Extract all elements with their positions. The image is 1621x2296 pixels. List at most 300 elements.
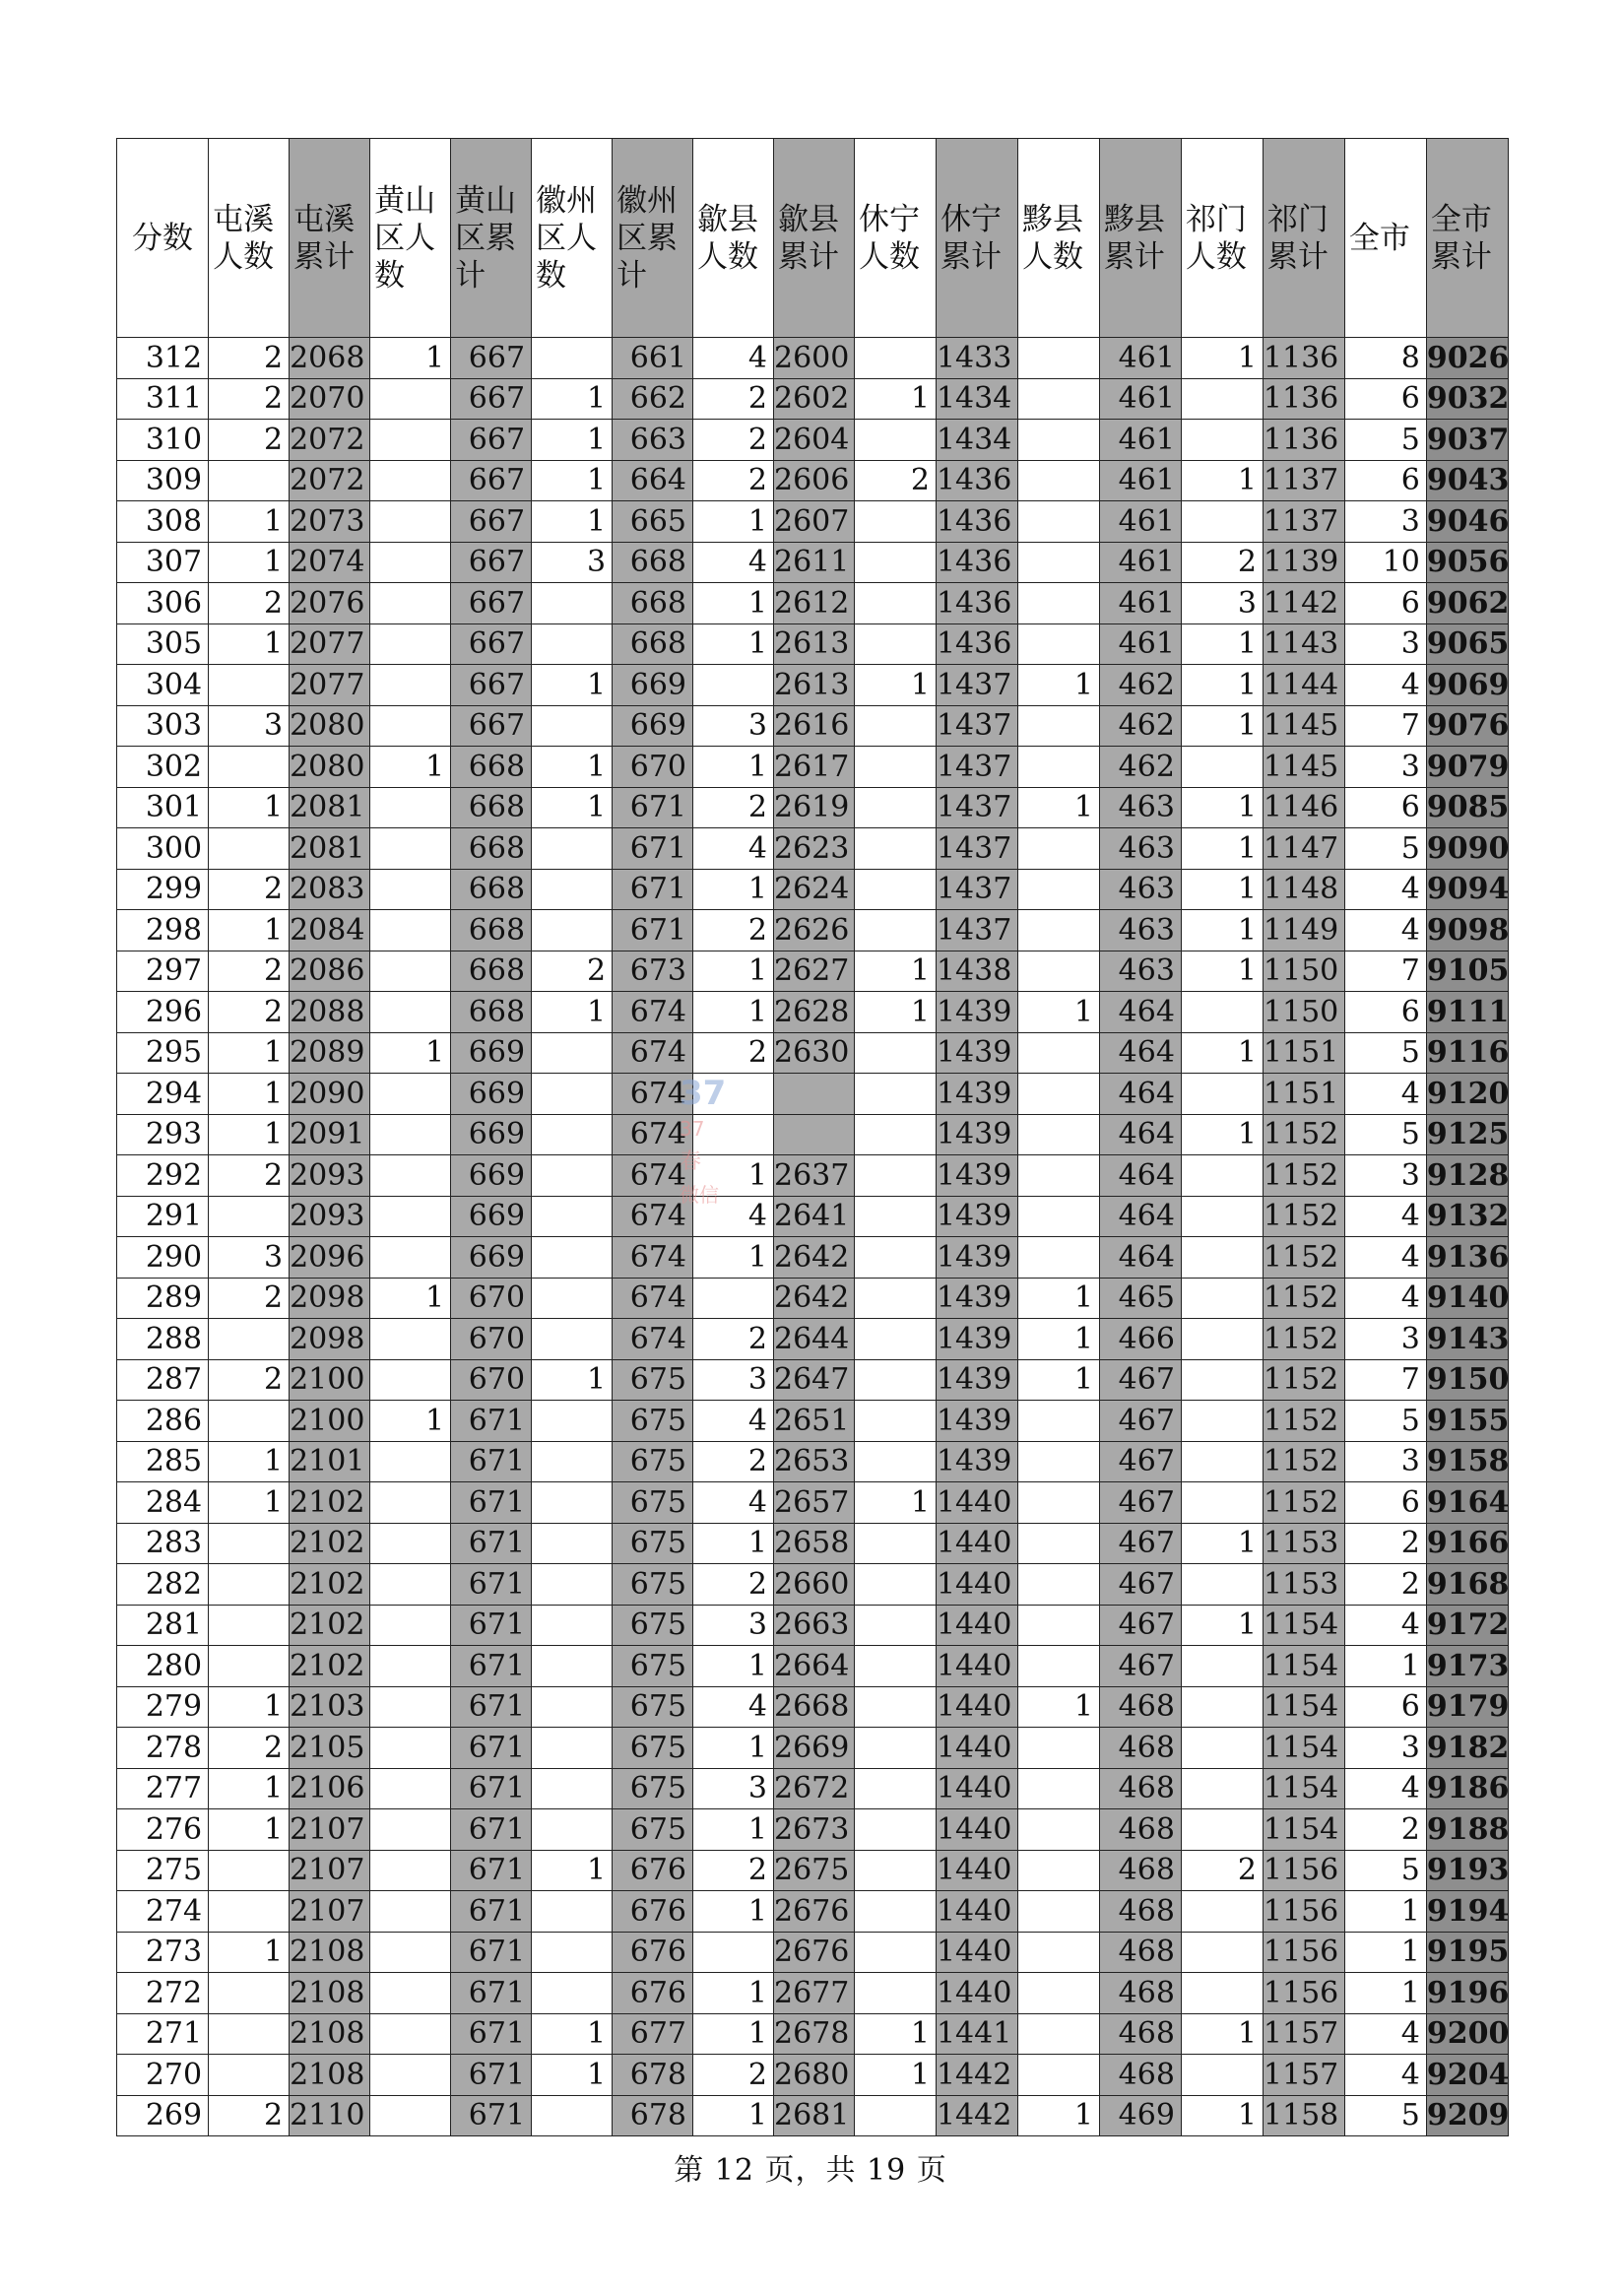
table-cell: 668 — [451, 747, 532, 788]
table-cell: 2612 — [774, 583, 855, 624]
table-cell: 1154 — [1263, 1646, 1344, 1687]
table-row — [117, 910, 1509, 951]
table-cell: 284 — [117, 1482, 209, 1524]
table-cell — [854, 1932, 936, 1973]
table-cell: 1 — [1181, 2013, 1263, 2055]
table-cell: 5 — [1344, 1114, 1426, 1155]
table-cell — [854, 787, 936, 828]
table-cell: 1 — [1181, 1605, 1263, 1646]
table-cell: 2084 — [290, 910, 370, 951]
table-cell: 9098 — [1426, 910, 1508, 951]
table-cell: 290 — [117, 1237, 209, 1279]
table-cell: 2 — [693, 1319, 774, 1360]
table-cell — [532, 1605, 613, 1646]
table-cell: 1 — [693, 2095, 774, 2136]
table-cell — [854, 623, 936, 665]
table-cell: 2 — [209, 1728, 290, 1769]
table-cell: 2676 — [774, 1932, 855, 1973]
table-cell — [854, 1646, 936, 1687]
table-cell — [370, 1523, 451, 1564]
table-cell: 2102 — [290, 1564, 370, 1606]
table-cell: 1152 — [1263, 1319, 1344, 1360]
table-cell: 671 — [451, 2095, 532, 2136]
table-cell: 468 — [1099, 1891, 1181, 1933]
table-cell: 667 — [451, 542, 532, 583]
table-cell: 671 — [451, 2013, 532, 2055]
table-cell: 670 — [613, 747, 693, 788]
table-cell: 2 — [209, 1359, 290, 1401]
table-cell: 4 — [1344, 665, 1426, 706]
table-cell — [370, 420, 451, 461]
table-cell — [370, 1441, 451, 1482]
table-cell: 2657 — [774, 1482, 855, 1524]
table-cell: 2093 — [290, 1196, 370, 1237]
table-cell: 671 — [451, 1768, 532, 1809]
table-row — [117, 1032, 1509, 1074]
table-cell: 2 — [209, 2095, 290, 2136]
table-cell: 2103 — [290, 1686, 370, 1728]
table-row — [117, 747, 1509, 788]
table-cell — [1017, 1482, 1099, 1524]
table-cell: 2 — [693, 1032, 774, 1074]
table-cell: 1442 — [936, 2055, 1017, 2096]
table-cell: 2108 — [290, 2055, 370, 2096]
table-cell: 1152 — [1263, 1155, 1344, 1197]
table-cell: 2 — [693, 378, 774, 420]
table-cell — [532, 583, 613, 624]
table-cell: 4 — [1344, 1605, 1426, 1646]
table-cell: 2100 — [290, 1359, 370, 1401]
table-cell — [370, 460, 451, 501]
table-cell — [1017, 501, 1099, 543]
table-cell: 1 — [1017, 787, 1099, 828]
table-cell: 670 — [451, 1278, 532, 1319]
table-cell: 1142 — [1263, 583, 1344, 624]
table-cell: 1 — [1181, 460, 1263, 501]
table-cell — [370, 910, 451, 951]
table-cell: 2 — [693, 1441, 774, 1482]
table-cell — [854, 338, 936, 379]
table-cell: 305 — [117, 623, 209, 665]
table-cell: 2080 — [290, 705, 370, 747]
table-cell: 1 — [1017, 2095, 1099, 2136]
table-cell: 468 — [1099, 2013, 1181, 2055]
table-cell: 1 — [1017, 1686, 1099, 1728]
table-cell: 2613 — [774, 665, 855, 706]
table-cell: 1 — [854, 665, 936, 706]
table-cell: 467 — [1099, 1441, 1181, 1482]
table-cell: 1 — [1181, 2095, 1263, 2136]
table-cell: 1154 — [1263, 1728, 1344, 1769]
table-cell: 1 — [1181, 828, 1263, 870]
table-cell: 9164 — [1426, 1482, 1508, 1524]
table-cell: 276 — [117, 1809, 209, 1851]
table-cell: 9182 — [1426, 1728, 1508, 1769]
table-cell — [1181, 1973, 1263, 2014]
table-cell: 283 — [117, 1523, 209, 1564]
table-cell — [532, 338, 613, 379]
table-cell: 1136 — [1263, 378, 1344, 420]
table-cell: 464 — [1099, 1032, 1181, 1074]
table-cell — [854, 747, 936, 788]
table-cell: 9120 — [1426, 1074, 1508, 1115]
table-row — [117, 1605, 1509, 1646]
table-cell: 9090 — [1426, 828, 1508, 870]
table-cell: 1139 — [1263, 542, 1344, 583]
table-cell: 9043 — [1426, 460, 1508, 501]
table-cell: 671 — [451, 1728, 532, 1769]
table-cell: 675 — [613, 1809, 693, 1851]
table-row — [117, 2013, 1509, 2055]
table-cell: 674 — [613, 1155, 693, 1197]
table-cell: 1 — [209, 1932, 290, 1973]
table-cell: 2089 — [290, 1032, 370, 1074]
table-row — [117, 1155, 1509, 1197]
table-cell: 2653 — [774, 1441, 855, 1482]
table-cell: 667 — [451, 420, 532, 461]
table-cell — [1017, 828, 1099, 870]
table-cell: 674 — [613, 1278, 693, 1319]
table-cell: 675 — [613, 1482, 693, 1524]
table-cell: 663 — [613, 420, 693, 461]
table-cell: 1 — [1181, 787, 1263, 828]
table-cell: 461 — [1099, 623, 1181, 665]
table-cell: 275 — [117, 1850, 209, 1891]
table-cell: 5 — [1344, 1401, 1426, 1442]
table-cell: 668 — [613, 623, 693, 665]
table-cell: 1439 — [936, 1155, 1017, 1197]
table-cell: 1152 — [1263, 1114, 1344, 1155]
table-cell: 293 — [117, 1114, 209, 1155]
table-cell: 2664 — [774, 1646, 855, 1687]
table-cell: 286 — [117, 1401, 209, 1442]
table-cell — [370, 623, 451, 665]
table-cell: 3 — [1344, 501, 1426, 543]
table-cell: 1157 — [1263, 2013, 1344, 2055]
table-cell: 1 — [1017, 1278, 1099, 1319]
table-cell: 678 — [613, 2095, 693, 2136]
table-cell: 1439 — [936, 1074, 1017, 1115]
table-cell: 669 — [613, 665, 693, 706]
table-cell: 1440 — [936, 1809, 1017, 1851]
table-cell — [370, 1809, 451, 1851]
table-cell — [532, 2095, 613, 2136]
table-cell: 2107 — [290, 1850, 370, 1891]
table-row — [117, 1278, 1509, 1319]
table-cell: 303 — [117, 705, 209, 747]
table-cell: 4 — [693, 828, 774, 870]
table-cell: 1441 — [936, 2013, 1017, 2055]
table-cell: 463 — [1099, 910, 1181, 951]
table-cell: 9193 — [1426, 1850, 1508, 1891]
table-cell: 9195 — [1426, 1932, 1508, 1973]
table-cell: 4 — [693, 1686, 774, 1728]
table-cell: 2676 — [774, 1891, 855, 1933]
table-cell: 1440 — [936, 1728, 1017, 1769]
table-cell — [1181, 1809, 1263, 1851]
table-cell: 463 — [1099, 951, 1181, 992]
table-cell: 271 — [117, 2013, 209, 2055]
table-cell — [854, 1278, 936, 1319]
table-cell: 671 — [613, 828, 693, 870]
table-cell — [854, 1032, 936, 1074]
table-cell — [1181, 501, 1263, 543]
table-cell: 667 — [451, 665, 532, 706]
table-cell: 1156 — [1263, 1891, 1344, 1933]
table-cell: 1151 — [1263, 1032, 1344, 1074]
table-cell: 667 — [451, 501, 532, 543]
table-cell: 1 — [1181, 869, 1263, 910]
table-cell: 2080 — [290, 747, 370, 788]
table-cell: 668 — [451, 951, 532, 992]
table-cell: 675 — [613, 1728, 693, 1769]
table-cell — [1017, 910, 1099, 951]
table-row — [117, 420, 1509, 461]
table-cell: 2096 — [290, 1237, 370, 1279]
table-cell: 6 — [1344, 460, 1426, 501]
table-cell: 668 — [613, 542, 693, 583]
table-cell: 2081 — [290, 787, 370, 828]
column-header: 黟县累计 — [1099, 139, 1181, 338]
table-cell: 671 — [451, 1973, 532, 2014]
table-cell — [854, 910, 936, 951]
table-cell: 274 — [117, 1891, 209, 1933]
table-cell: 1 — [532, 2013, 613, 2055]
table-row — [117, 787, 1509, 828]
table-cell: 1152 — [1263, 1278, 1344, 1319]
table-cell: 464 — [1099, 1114, 1181, 1155]
table-cell: 667 — [451, 583, 532, 624]
table-cell: 2 — [209, 378, 290, 420]
table-cell — [1181, 1074, 1263, 1115]
table-cell: 9069 — [1426, 665, 1508, 706]
table-cell: 2 — [209, 1155, 290, 1197]
table-cell — [370, 378, 451, 420]
table-cell: 1152 — [1263, 1196, 1344, 1237]
table-cell — [854, 1564, 936, 1606]
table-cell: 1439 — [936, 1278, 1017, 1319]
table-cell: 674 — [613, 1237, 693, 1279]
table-cell: 9105 — [1426, 951, 1508, 992]
table-cell: 1 — [693, 1646, 774, 1687]
table-cell — [693, 1932, 774, 1973]
table-cell: 3 — [693, 1605, 774, 1646]
table-cell — [532, 1114, 613, 1155]
table-cell: 9204 — [1426, 2055, 1508, 2096]
table-cell: 1434 — [936, 420, 1017, 461]
table-cell — [209, 747, 290, 788]
watermark-line: 37 — [680, 1074, 727, 1113]
column-header: 黄山区人数 — [370, 139, 451, 338]
table-cell — [532, 1809, 613, 1851]
table-cell: 467 — [1099, 1523, 1181, 1564]
table-cell — [1181, 420, 1263, 461]
table-cell — [209, 2055, 290, 2096]
table-cell: 1 — [532, 665, 613, 706]
table-cell — [1017, 869, 1099, 910]
table-cell — [532, 1686, 613, 1728]
table-cell: 675 — [613, 1523, 693, 1564]
table-cell: 2070 — [290, 378, 370, 420]
table-row — [117, 1441, 1509, 1482]
table-cell: 9143 — [1426, 1319, 1508, 1360]
table-cell: 2 — [209, 338, 290, 379]
table-cell: 1145 — [1263, 747, 1344, 788]
table-cell: 1137 — [1263, 501, 1344, 543]
table-cell: 2680 — [774, 2055, 855, 2096]
table-cell: 1154 — [1263, 1605, 1344, 1646]
table-row — [117, 1114, 1509, 1155]
table-cell: 1 — [1344, 1932, 1426, 1973]
table-cell — [209, 1196, 290, 1237]
table-cell — [1181, 1196, 1263, 1237]
table-cell — [1017, 1891, 1099, 1933]
table-cell — [370, 705, 451, 747]
table-row — [117, 1809, 1509, 1851]
table-cell: 2068 — [290, 338, 370, 379]
table-cell: 674 — [613, 1074, 693, 1115]
table-cell: 1154 — [1263, 1809, 1344, 1851]
table-cell — [854, 1319, 936, 1360]
table-cell — [370, 992, 451, 1033]
table-cell: 673 — [613, 951, 693, 992]
table-cell: 1 — [1017, 1359, 1099, 1401]
table-cell: 2663 — [774, 1605, 855, 1646]
table-cell: 3 — [209, 1237, 290, 1279]
table-cell: 2681 — [774, 2095, 855, 2136]
table-cell: 468 — [1099, 1973, 1181, 2014]
table-cell — [370, 1605, 451, 1646]
table-cell: 5 — [1344, 828, 1426, 870]
table-cell — [1181, 1932, 1263, 1973]
column-header: 分数 — [117, 139, 209, 338]
table-cell: 1 — [854, 2055, 936, 2096]
table-cell: 299 — [117, 869, 209, 910]
table-cell: 9056 — [1426, 542, 1508, 583]
table-cell: 1436 — [936, 583, 1017, 624]
table-cell: 2 — [209, 420, 290, 461]
table-cell: 675 — [613, 1646, 693, 1687]
table-cell — [854, 1196, 936, 1237]
table-cell: 1 — [693, 583, 774, 624]
table-cell: 1 — [693, 2013, 774, 2055]
table-cell: 9209 — [1426, 2095, 1508, 2136]
table-cell: 2 — [209, 1278, 290, 1319]
table-cell — [532, 869, 613, 910]
table-cell — [854, 705, 936, 747]
table-cell: 9132 — [1426, 1196, 1508, 1237]
table-cell: 4 — [1344, 1074, 1426, 1115]
table-cell: 9150 — [1426, 1359, 1508, 1401]
table-cell: 466 — [1099, 1319, 1181, 1360]
column-header: 黄山区累计 — [451, 139, 532, 338]
table-cell: 5 — [1344, 1850, 1426, 1891]
table-cell: 2617 — [774, 747, 855, 788]
table-cell: 6 — [1344, 583, 1426, 624]
table-cell — [854, 1155, 936, 1197]
table-cell — [1181, 1768, 1263, 1809]
table-cell: 467 — [1099, 1646, 1181, 1687]
table-cell: 2 — [854, 460, 936, 501]
table-cell: 2673 — [774, 1809, 855, 1851]
table-cell: 1 — [693, 1973, 774, 2014]
table-cell: 2102 — [290, 1605, 370, 1646]
table-cell: 9158 — [1426, 1441, 1508, 1482]
table-cell: 2107 — [290, 1891, 370, 1933]
table-cell: 294 — [117, 1074, 209, 1115]
table-cell — [532, 1646, 613, 1687]
table-cell: 4 — [693, 338, 774, 379]
table-cell — [209, 1605, 290, 1646]
table-cell: 1437 — [936, 787, 1017, 828]
table-row — [117, 992, 1509, 1033]
table-cell: 9026 — [1426, 338, 1508, 379]
table-cell: 1 — [1181, 1114, 1263, 1155]
table-cell: 1153 — [1263, 1523, 1344, 1564]
table-cell — [209, 1401, 290, 1442]
table-cell: 2644 — [774, 1319, 855, 1360]
table-cell — [1017, 1728, 1099, 1769]
table-cell: 676 — [613, 1973, 693, 2014]
column-header: 屯溪人数 — [209, 139, 290, 338]
table-cell: 2100 — [290, 1401, 370, 1442]
table-row — [117, 1973, 1509, 2014]
table-cell: 2651 — [774, 1401, 855, 1442]
table-cell — [854, 1891, 936, 1933]
table-cell: 270 — [117, 2055, 209, 2096]
table-cell: 9155 — [1426, 1401, 1508, 1442]
table-cell: 3 — [693, 1768, 774, 1809]
table-cell: 667 — [451, 338, 532, 379]
table-cell: 4 — [1344, 1278, 1426, 1319]
table-row — [117, 1850, 1509, 1891]
table-cell — [1181, 1646, 1263, 1687]
table-cell: 464 — [1099, 992, 1181, 1033]
table-cell — [1181, 1237, 1263, 1279]
table-cell: 9111 — [1426, 992, 1508, 1033]
table-cell: 2642 — [774, 1237, 855, 1279]
table-cell: 4 — [1344, 1196, 1426, 1237]
table-cell — [854, 1359, 936, 1401]
table-cell: 2072 — [290, 460, 370, 501]
table-cell: 1 — [209, 1686, 290, 1728]
table-cell: 2630 — [774, 1032, 855, 1074]
table-cell: 671 — [451, 1646, 532, 1687]
table-cell: 461 — [1099, 542, 1181, 583]
table-cell — [1017, 1114, 1099, 1155]
table-cell — [532, 1728, 613, 1769]
table-cell: 307 — [117, 542, 209, 583]
table-cell — [1017, 1973, 1099, 2014]
table-cell: 9194 — [1426, 1891, 1508, 1933]
table-cell: 2616 — [774, 705, 855, 747]
table-cell: 676 — [613, 1850, 693, 1891]
table-cell: 6 — [1344, 1686, 1426, 1728]
table-cell: 4 — [1344, 869, 1426, 910]
table-row — [117, 1482, 1509, 1524]
table-cell — [1181, 1686, 1263, 1728]
table-cell — [1017, 1605, 1099, 1646]
table-cell — [1181, 1482, 1263, 1524]
table-cell: 664 — [613, 460, 693, 501]
table-cell: 1 — [370, 1032, 451, 1074]
table-cell: 1440 — [936, 1973, 1017, 2014]
table-cell: 301 — [117, 787, 209, 828]
table-cell: 1 — [532, 992, 613, 1033]
table-cell — [1017, 2013, 1099, 2055]
table-cell: 678 — [613, 2055, 693, 2096]
table-cell: 461 — [1099, 460, 1181, 501]
